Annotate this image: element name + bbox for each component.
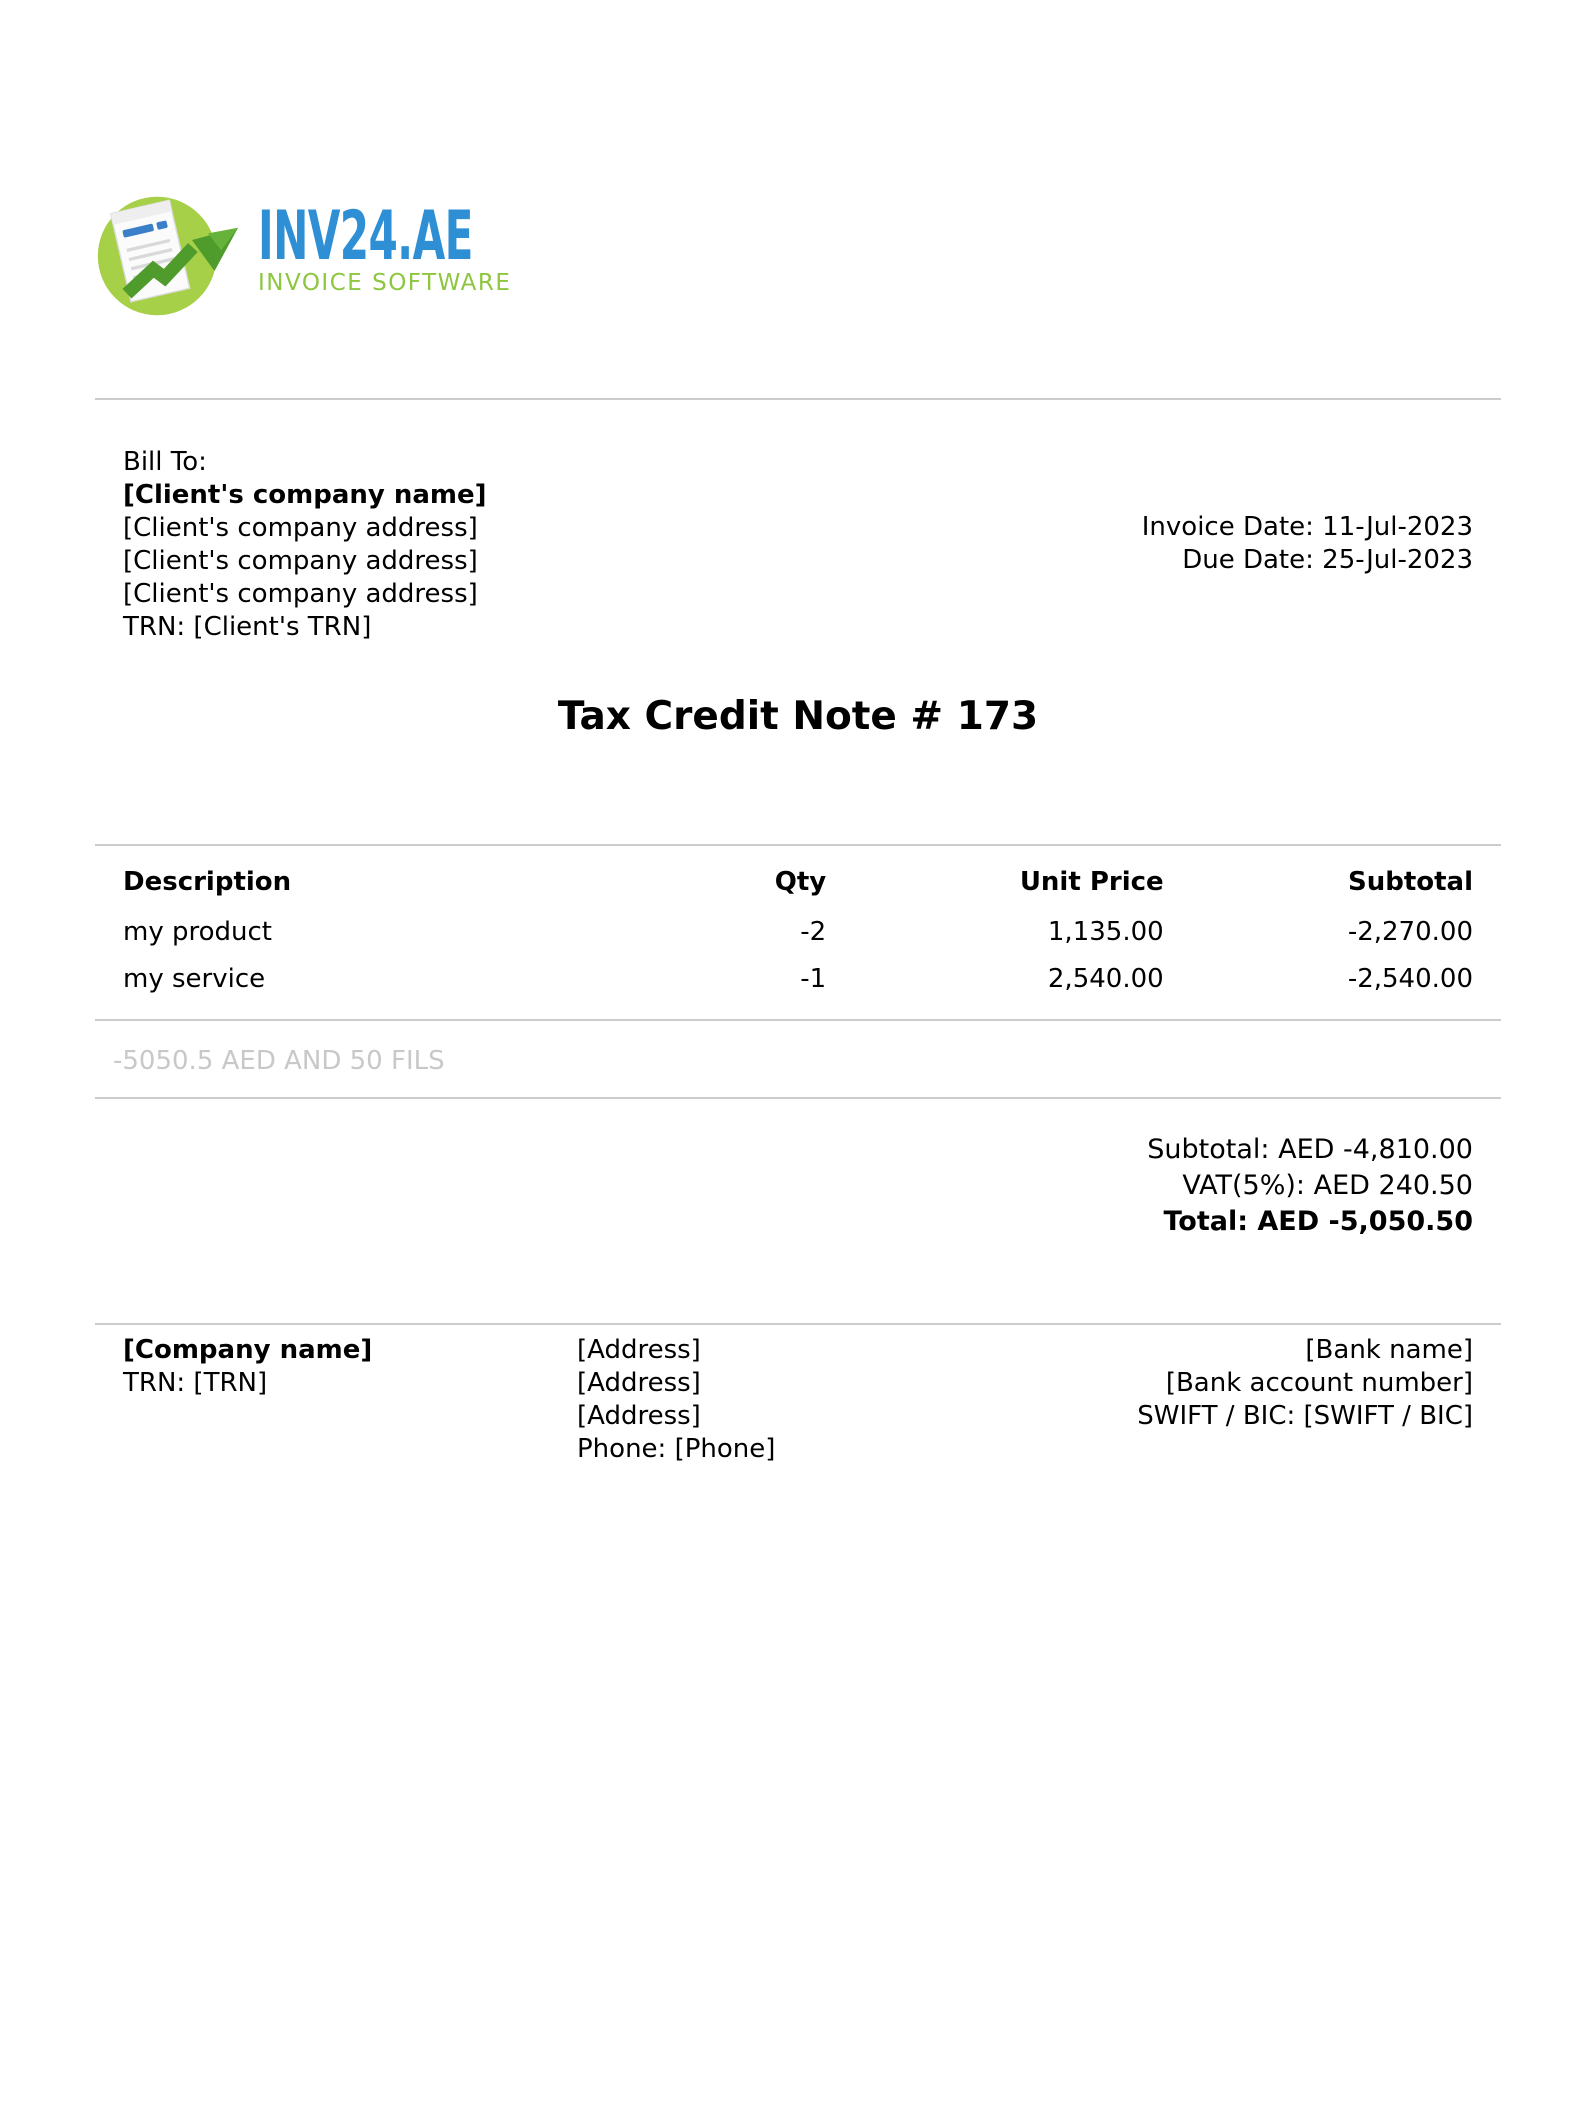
footer-contact-column xyxy=(577,1334,775,1466)
subtotal-value: AED -4,810.00 xyxy=(1278,1134,1473,1165)
invoice-date-line xyxy=(1142,511,1473,544)
client-company-name: [Client's company name] xyxy=(123,480,487,510)
total-label: Total: xyxy=(1163,1206,1248,1237)
brand-name: INV24.AE xyxy=(258,197,473,276)
table-row xyxy=(95,909,1501,956)
invoice-growth-arrow-icon xyxy=(95,186,255,326)
header-divider xyxy=(95,398,1501,400)
header-qty: Qty xyxy=(774,867,827,897)
item-qty: -2 xyxy=(800,917,827,947)
subtotal-label: Subtotal: xyxy=(1147,1134,1270,1165)
totals-vat-line xyxy=(1147,1168,1473,1204)
client-address-line: [Client's company address] xyxy=(123,513,478,543)
client-address-line: [Client's company address] xyxy=(123,546,478,576)
item-unit-price: 1,135.00 xyxy=(1047,917,1164,947)
items-table-section xyxy=(95,844,1501,1003)
footer-bank-column xyxy=(1137,1334,1473,1433)
due-date-label: Due Date: xyxy=(1182,545,1314,575)
table-row xyxy=(95,956,1501,1003)
totals-subtotal-line xyxy=(1147,1132,1473,1168)
item-qty: -1 xyxy=(800,964,827,994)
invoice-date-value: 11-Jul-2023 xyxy=(1322,512,1473,542)
footer-divider xyxy=(95,1323,1501,1325)
totals-section xyxy=(1147,1132,1473,1240)
item-subtotal: -2,540.00 xyxy=(1347,964,1473,994)
brand-text xyxy=(258,197,604,296)
due-date-line xyxy=(1142,544,1473,577)
items-table xyxy=(95,846,1501,1003)
bank-account-number: [Bank account number] xyxy=(1165,1368,1473,1398)
company-address-line: [Address] xyxy=(577,1335,701,1365)
client-trn: TRN: [Client's TRN] xyxy=(123,612,372,642)
item-description: my service xyxy=(123,964,266,994)
vat-value: AED 240.50 xyxy=(1313,1170,1473,1201)
company-name: [Company name] xyxy=(123,1335,373,1365)
company-address-line: [Address] xyxy=(577,1401,701,1431)
due-date-value: 25-Jul-2023 xyxy=(1322,545,1473,575)
bank-name: [Bank name] xyxy=(1305,1335,1473,1365)
footer-company-column xyxy=(123,1334,372,1400)
header-subtotal: Subtotal xyxy=(1347,867,1473,897)
vat-label: VAT(5%): xyxy=(1182,1170,1306,1201)
item-unit-price: 2,540.00 xyxy=(1047,964,1164,994)
company-trn: TRN: [TRN] xyxy=(123,1368,268,1398)
company-phone: Phone: [Phone] xyxy=(577,1434,776,1464)
total-value: AED -5,050.50 xyxy=(1257,1206,1473,1237)
bill-to-label: Bill To: xyxy=(123,447,207,477)
brand-tagline: INVOICE SOFTWARE xyxy=(258,270,512,296)
header-unit-price: Unit Price xyxy=(1019,867,1164,897)
items-table-header-row xyxy=(95,846,1501,909)
company-address-line: [Address] xyxy=(577,1368,701,1398)
item-description: my product xyxy=(123,917,272,947)
bill-to-section xyxy=(123,446,487,644)
document-title: Tax Credit Note # 173 xyxy=(557,694,1039,739)
dates-section xyxy=(1142,511,1473,577)
invoice-date-label: Invoice Date: xyxy=(1141,512,1314,542)
header-description: Description xyxy=(123,867,292,897)
bank-swift-bic: SWIFT / BIC: [SWIFT / BIC] xyxy=(1137,1401,1473,1431)
amount-in-words: -5050.5 AED AND 50 FILS xyxy=(95,1019,1501,1099)
totals-total-line xyxy=(1147,1204,1473,1240)
client-address-line: [Client's company address] xyxy=(123,579,478,609)
item-subtotal: -2,270.00 xyxy=(1347,917,1473,947)
